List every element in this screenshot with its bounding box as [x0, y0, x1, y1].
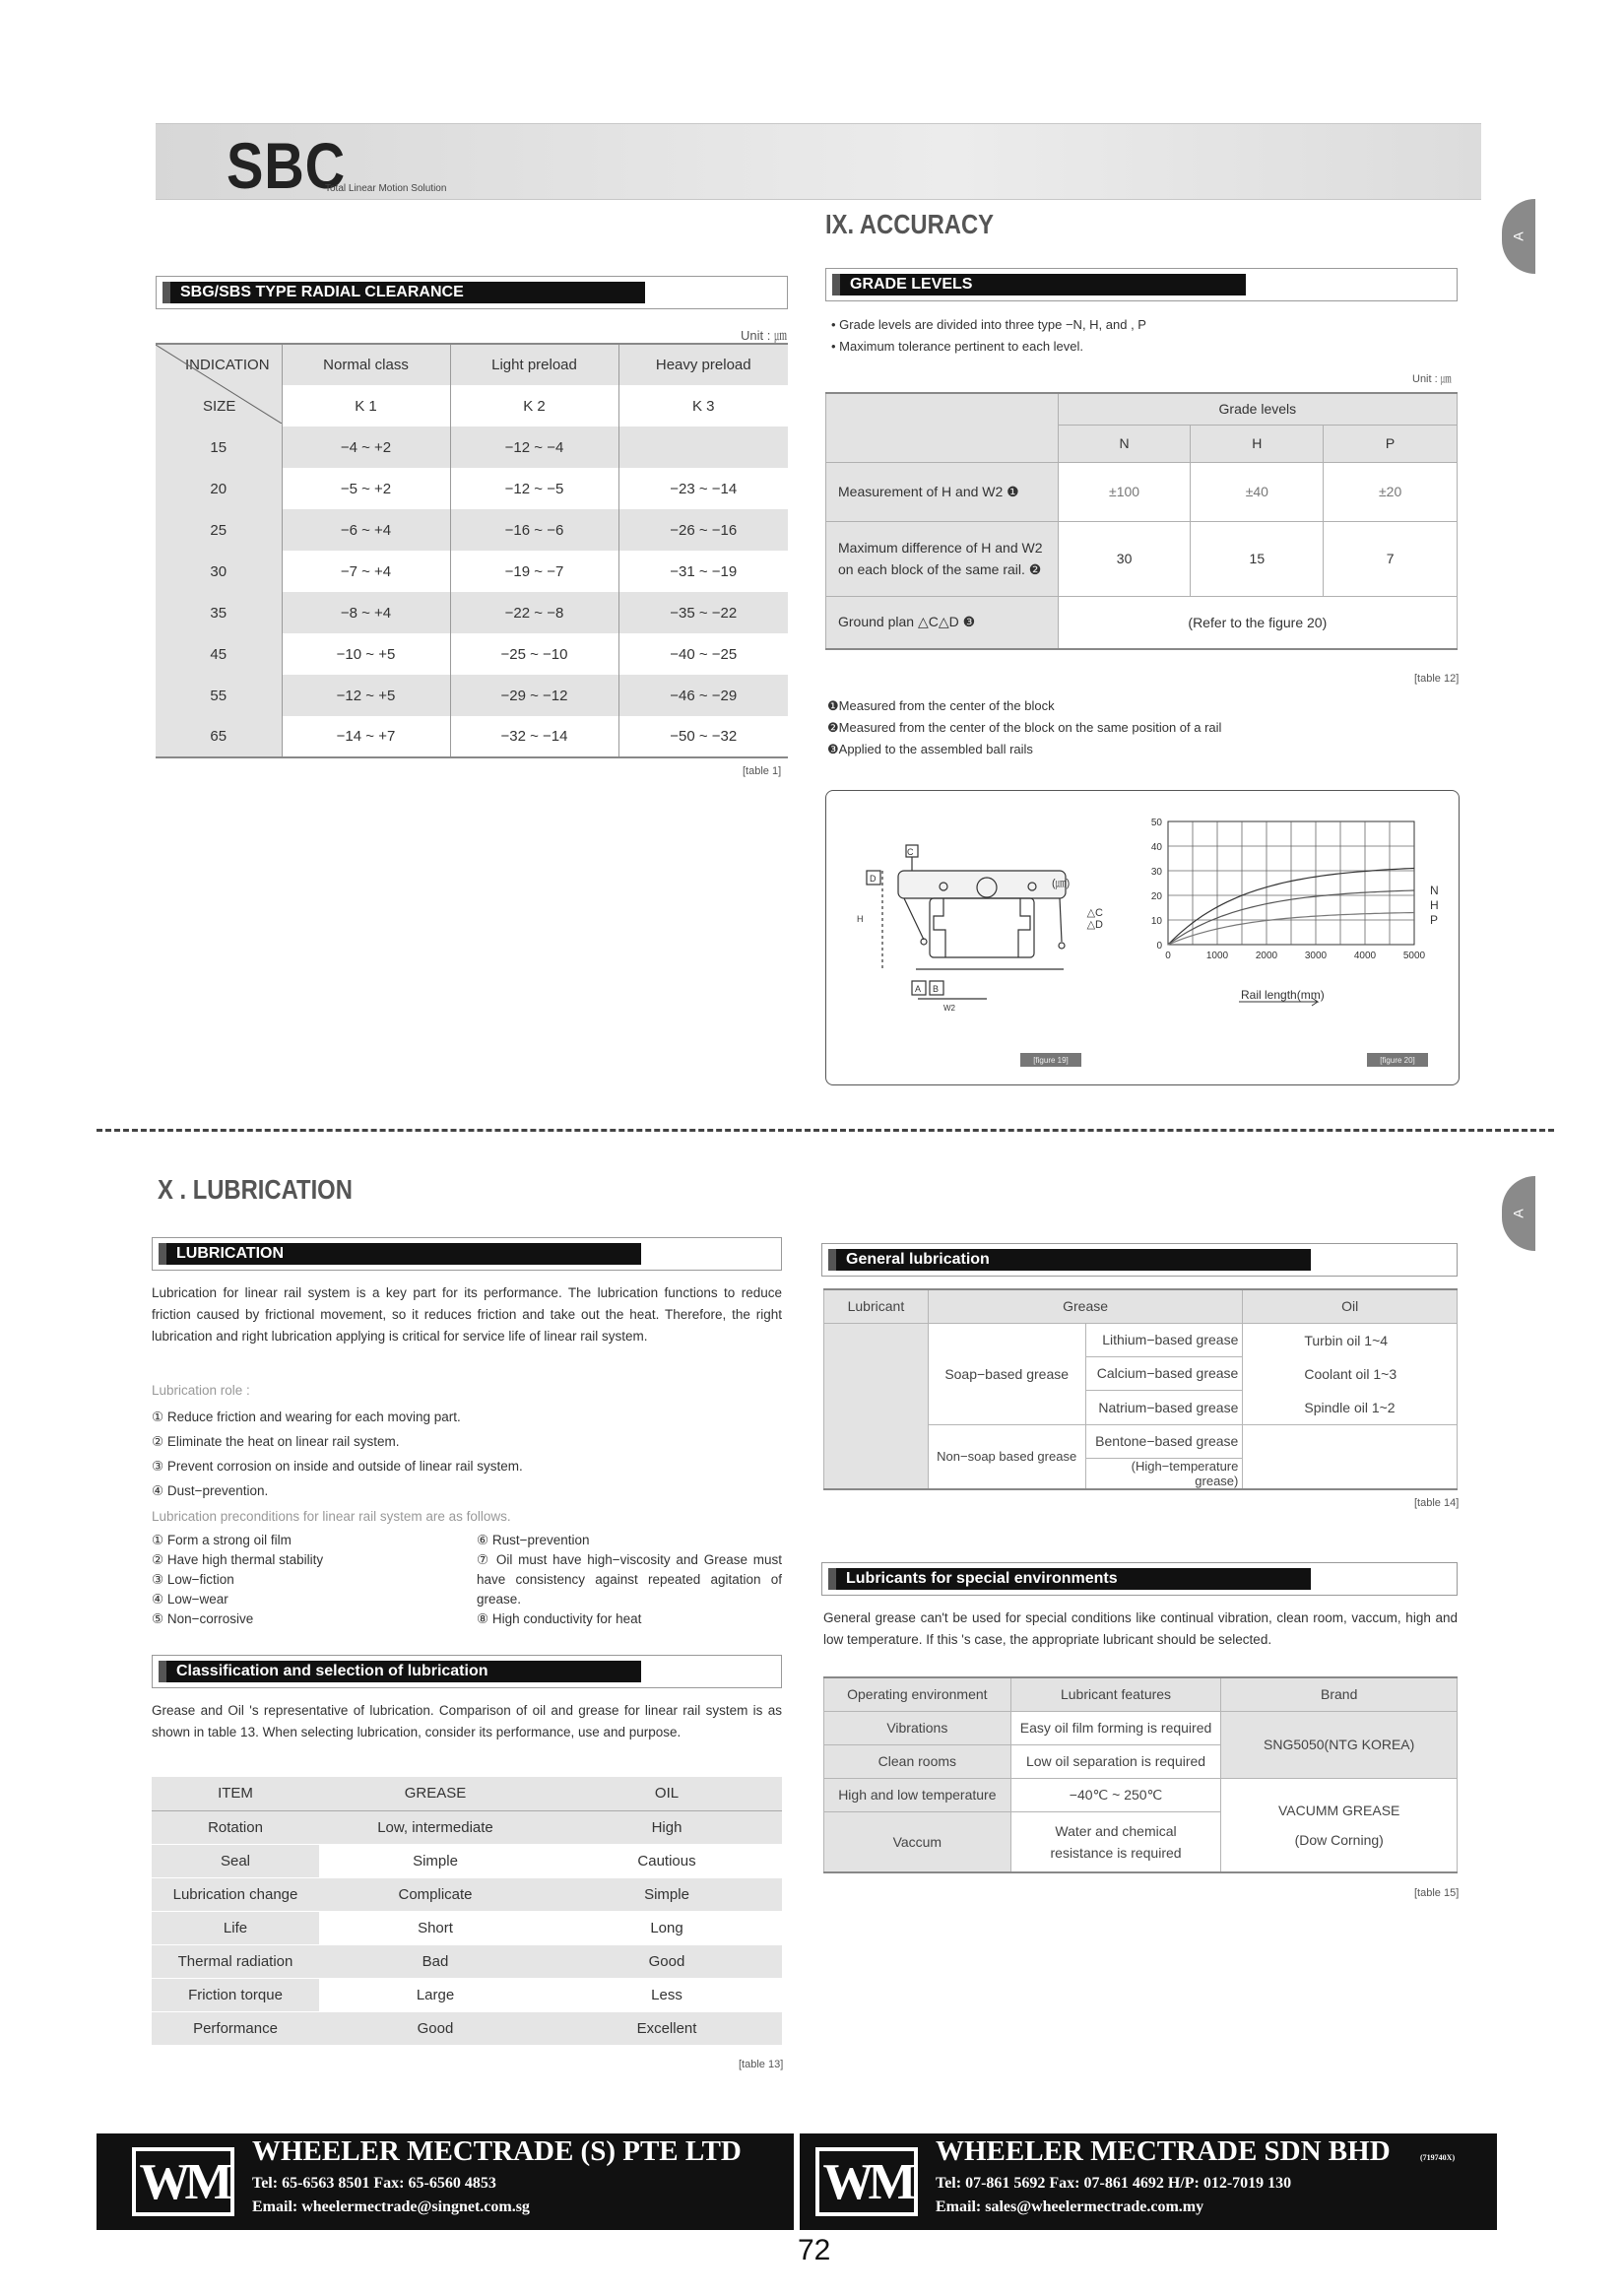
item-cell: Rotation: [152, 1810, 319, 1844]
oil-item: Turbin oil 1~4: [1304, 1332, 1389, 1348]
clearance-value: −12 ~ +5: [282, 675, 450, 716]
feature-cell: Low oil separation is required: [1010, 1744, 1221, 1778]
nonsoap-cell: Non−soap based grease: [928, 1424, 1085, 1489]
x-tick-label: 3000: [1304, 951, 1328, 961]
wm-logo-icon: WM: [132, 2147, 234, 2216]
grade-row-label: Measurement of H and W2 ❶: [826, 462, 1059, 521]
compare-cell: Simple: [552, 1877, 782, 1911]
pre-item: ① Form a strong oil film: [152, 1533, 292, 1547]
special-heading-bar: [821, 1562, 1458, 1596]
compare-cell: Good: [319, 2011, 552, 2045]
oil-item: Spindle oil 1~2: [1304, 1399, 1396, 1415]
clearance-value: −22 ~ −8: [450, 592, 618, 633]
size-value: 35: [156, 592, 282, 633]
special-heading: Lubricants for special environments: [828, 1568, 1311, 1590]
classification-heading: Classification and selection of lubrication: [159, 1661, 641, 1682]
table-row: [156, 675, 788, 716]
lubrication-paragraph: Lubrication for linear rail system is a key part for its performance. The lubrication functions to reduce friction caused by frictional movement, so it reduces friction and take out the heat. Therefore, the right lubrication and right lubrication applying is critical for service life of linear rail system.: [152, 1285, 782, 1344]
figure-drawing: [827, 792, 1458, 1083]
compare-cell: Long: [552, 1911, 782, 1944]
grade-corner-cell: [826, 393, 1059, 462]
grade-level: H: [1191, 425, 1324, 462]
table-row: [152, 1911, 782, 1944]
section-tab-a: A: [1502, 1176, 1535, 1251]
clearance-value: −40 ~ −25: [618, 633, 788, 675]
page-number: 72: [798, 2234, 831, 2266]
grade-unit: Unit : ㎛: [1412, 373, 1452, 385]
comparison-table: [152, 1777, 782, 2046]
size-cell: SIZE: [156, 385, 282, 426]
grade-row-label: Ground plan △C△D ❸: [826, 596, 1059, 649]
classification-heading-bar: [152, 1655, 782, 1688]
table-row: [152, 1978, 782, 2011]
compare-cell: Excellent: [552, 2011, 782, 2045]
table14-caption: [table 14]: [1414, 1497, 1460, 1509]
grade-value: ±100: [1058, 462, 1191, 521]
feature-cell: −40℃ ~ 250℃: [1010, 1778, 1221, 1811]
indication-cell: INDICATION: [156, 344, 282, 385]
table-row: [152, 1944, 782, 1978]
compare-cell: Bad: [319, 1944, 552, 1978]
clearance-value: −19 ~ −7: [450, 551, 618, 592]
clearance-value: −31 ~ −19: [618, 551, 788, 592]
column-header: Operating environment: [824, 1677, 1011, 1711]
label-c: C: [907, 847, 914, 857]
label-h: H: [857, 914, 864, 924]
lubrication-heading: LUBRICATION: [159, 1243, 641, 1265]
section-divider: [97, 1129, 1554, 1132]
footer-right: [800, 2133, 1497, 2230]
lubricant-cell: [824, 1323, 929, 1489]
grade-bullet: • Grade levels are divided into three type −N, H, and , P: [831, 317, 1146, 332]
clearance-value: −35 ~ −22: [618, 592, 788, 633]
special-paragraph: General grease can't be used for special conditions like continual vibration, clean room, vaccum, high and low temperature. If this 's case, the appropriate lubricant should be selected.: [823, 1610, 1458, 1647]
grade-heading: GRADE LEVELS: [832, 274, 1246, 295]
clearance-value: −7 ~ +4: [282, 551, 450, 592]
legend-p: P: [1430, 913, 1439, 927]
label-b: B: [933, 984, 940, 994]
oil-empty-cell: [1243, 1424, 1458, 1489]
clearance-value: −5 ~ +2: [282, 468, 450, 509]
company-tel: Tel: 65-6563 8501 Fax: 65-6560 4853: [252, 2175, 496, 2192]
column-header: Oil: [1243, 1289, 1458, 1323]
table-row: [156, 633, 788, 675]
environment-cell: Clean rooms: [824, 1744, 1011, 1778]
grease-item: Bentone−based grease: [1085, 1424, 1243, 1458]
pre-item: ③ Low−fiction: [152, 1572, 234, 1587]
table-row: [156, 716, 788, 757]
footer-left: [97, 2133, 794, 2230]
table1-caption: [table 1]: [743, 765, 782, 777]
x-tick-label: 0: [1165, 951, 1171, 961]
grade-heading-bar: [825, 268, 1458, 301]
figure19-caption: [figure 19]: [1020, 1053, 1081, 1067]
clearance-value: −26 ~ −16: [618, 509, 788, 551]
clearance-value: −4 ~ +2: [282, 426, 450, 468]
clearance-value: −29 ~ −12: [450, 675, 618, 716]
chart-dlabel: △C: [1086, 907, 1103, 919]
clearance-value: −6 ~ +4: [282, 509, 450, 551]
label-w2: W2: [943, 1004, 955, 1013]
clearance-value: −50 ~ −32: [618, 716, 788, 757]
company-name: WHEELER MECTRADE SDN BHD: [936, 2135, 1391, 2167]
classification-paragraph: Grease and Oil 's representative of lubrication. Comparison of oil and grease for linear rail system is as shown in table 13. When selecting lubrication, consider its performance, use and purpose.: [152, 1703, 782, 1739]
column-header: Lubricant features: [1010, 1677, 1221, 1711]
column-header: Lubricant: [824, 1289, 929, 1323]
grease-item: Natrium−based grease: [1085, 1391, 1243, 1424]
section-tab-a: A: [1502, 199, 1535, 274]
size-value: 45: [156, 633, 282, 675]
grease-item: Lithium−based grease: [1085, 1323, 1243, 1356]
item-cell: Life: [152, 1911, 319, 1944]
grade-note: ❸Applied to the assembled ball rails: [827, 742, 1033, 756]
column-header: OIL: [552, 1777, 782, 1810]
table-row: [152, 1877, 782, 1911]
size-value: 65: [156, 716, 282, 757]
accuracy-title: IX. ACCURACY: [825, 209, 995, 239]
pre-item: ⑧ High conductivity for heat: [477, 1611, 642, 1626]
grade-note: ❶Measured from the center of the block: [827, 698, 1055, 713]
role-item: ③ Prevent corrosion on inside and outside of linear rail system.: [152, 1459, 523, 1474]
grade-value: ±40: [1191, 462, 1324, 521]
grade-value: 30: [1058, 521, 1191, 596]
grade-level: N: [1058, 425, 1191, 462]
lubrication-title: X . LUBRICATION: [158, 1174, 353, 1205]
pre-item: ⑥ Rust−prevention: [477, 1533, 590, 1547]
column-header: Brand: [1221, 1677, 1458, 1711]
environment-cell: Vibrations: [824, 1711, 1011, 1744]
table13-caption: [table 13]: [739, 2059, 784, 2070]
company-email: Email: sales@wheelermectrade.com.my: [936, 2198, 1204, 2215]
clearance-value: −14 ~ +7: [282, 716, 450, 757]
y-tick-label: 20: [1150, 891, 1162, 902]
block-section-drawing: [867, 845, 1066, 999]
grade-value: 7: [1324, 521, 1458, 596]
column-header: Grease: [928, 1289, 1243, 1323]
clearance-heading: SBG/SBS TYPE RADIAL CLEARANCE: [162, 282, 645, 303]
environment-cell: High and low temperature: [824, 1778, 1011, 1811]
grade-row-label: Maximum difference of H and W2 on each block of the same rail. ❷: [826, 521, 1059, 596]
special-table: [823, 1676, 1458, 1873]
clearance-value: [618, 426, 788, 468]
column-header: Normal class: [282, 344, 450, 385]
sbc-logo: SBC: [227, 129, 347, 202]
legend-h: H: [1430, 898, 1439, 912]
diagonal-divider: [156, 345, 282, 424]
compare-cell: Less: [552, 1978, 782, 2011]
compare-cell: Complicate: [319, 1877, 552, 1911]
legend-n: N: [1430, 884, 1439, 897]
compare-cell: Large: [319, 1978, 552, 2011]
general-table: [823, 1288, 1458, 1490]
grade-table: [825, 392, 1458, 650]
company-email: Email: wheelermectrade@singnet.com.sg: [252, 2198, 530, 2215]
figure20-caption: [figure 20]: [1367, 1053, 1428, 1067]
company-name: WHEELER MECTRADE (S) PTE LTD: [252, 2135, 742, 2167]
chart-ylabel: (㎛): [1052, 878, 1071, 889]
table-row: [156, 551, 788, 592]
brand-line: VACUMM GREASE: [1277, 1802, 1400, 1818]
grease-item: Calcium−based grease: [1085, 1356, 1243, 1390]
chart-grid: [1168, 821, 1414, 945]
item-cell: Seal: [152, 1844, 319, 1877]
clearance-value: −12 ~ −5: [450, 468, 618, 509]
clearance-value: −32 ~ −14: [450, 716, 618, 757]
brand-cell: SNG5050(NTG KOREA): [1221, 1711, 1458, 1778]
lubrication-role-title: Lubrication role :: [152, 1383, 250, 1398]
table-row: [152, 1810, 782, 1844]
company-tel: Tel: 07-861 5692 Fax: 07-861 4692 H/P: 012-7019 130: [936, 2175, 1292, 2192]
table-row: [152, 2011, 782, 2045]
y-tick-label: 10: [1150, 916, 1162, 927]
clearance-heading-bar: [156, 276, 788, 309]
lubrication-pre-title: Lubrication preconditions for linear rail system are as follows.: [152, 1509, 511, 1524]
clearance-value: −12 ~ −4: [450, 426, 618, 468]
item-cell: Performance: [152, 2011, 319, 2045]
grade-note: ❷Measured from the center of the block on the same position of a rail: [827, 720, 1222, 735]
role-item: ② Eliminate the heat on linear rail system.: [152, 1434, 400, 1449]
compare-cell: Good: [552, 1944, 782, 1978]
clearance-value: −8 ~ +4: [282, 592, 450, 633]
y-tick-label: 30: [1150, 867, 1162, 878]
grade-value: ±20: [1324, 462, 1458, 521]
brand-cell: [1221, 1778, 1458, 1872]
column-header: GREASE: [319, 1777, 552, 1810]
x-tick-label: 1000: [1205, 951, 1229, 961]
grade-value: 15: [1191, 521, 1324, 596]
logo-tagline: Total Linear Motion Solution: [325, 183, 447, 194]
compare-cell: High: [552, 1810, 782, 1844]
table12-caption: [table 12]: [1414, 673, 1460, 685]
lubrication-heading-bar: [152, 1237, 782, 1271]
pre-right-list: [477, 1531, 782, 1629]
compare-cell: Cautious: [552, 1844, 782, 1877]
pre-item: ⑦ Oil must have high−viscosity and Grease must have consistency against repeated agitation of grease.: [477, 1552, 782, 1607]
code-cell: K 3: [618, 385, 788, 426]
pre-left-list: [152, 1531, 323, 1629]
compare-cell: Simple: [319, 1844, 552, 1877]
company-reg: (719740X): [1420, 2153, 1456, 2162]
table-row: [156, 468, 788, 509]
feature-cell: Water and chemical resistance is required: [1010, 1811, 1221, 1872]
table-row: [156, 509, 788, 551]
size-value: 20: [156, 468, 282, 509]
clearance-value: −46 ~ −29: [618, 675, 788, 716]
pre-item: ② Have high thermal stability: [152, 1552, 324, 1567]
column-header: Light preload: [450, 344, 618, 385]
clearance-value: −25 ~ −10: [450, 633, 618, 675]
general-heading-bar: [821, 1243, 1458, 1277]
item-cell: Friction torque: [152, 1978, 319, 2011]
oil-item: Coolant oil 1~3: [1304, 1365, 1397, 1382]
size-value: 15: [156, 426, 282, 468]
chart-xlabel: Rail length(mm): [1241, 988, 1325, 1002]
feature-cell: Easy oil film forming is required: [1010, 1711, 1221, 1744]
lubrication-roles: [152, 1405, 523, 1503]
role-item: ④ Dust−prevention.: [152, 1483, 269, 1498]
pre-item: ④ Low−wear: [152, 1592, 228, 1607]
x-tick-label: 5000: [1402, 951, 1426, 961]
label-d: D: [870, 874, 877, 884]
wm-logo-icon: WM: [815, 2147, 918, 2216]
grade-level: P: [1324, 425, 1458, 462]
pre-item: ⑤ Non−corrosive: [152, 1611, 254, 1626]
soap-cell: Soap−based grease: [928, 1323, 1085, 1424]
grease-item: (High−temperature grease): [1085, 1458, 1243, 1489]
y-tick-label: 50: [1150, 818, 1162, 828]
role-item: ① Reduce friction and wearing for each moving part.: [152, 1410, 461, 1424]
y-tick-label: 40: [1150, 842, 1162, 853]
table-row: [156, 592, 788, 633]
x-tick-label: 4000: [1353, 951, 1377, 961]
brand-line: (Dow Corning): [1294, 1831, 1384, 1848]
size-value: 55: [156, 675, 282, 716]
item-cell: Thermal radiation: [152, 1944, 319, 1978]
chart-dlabel: △D: [1086, 919, 1103, 931]
general-heading: General lubrication: [828, 1249, 1311, 1271]
code-cell: K 2: [450, 385, 618, 426]
grade-group-header: Grade levels: [1058, 393, 1457, 425]
y-tick-label: 0: [1156, 941, 1162, 951]
table-row: [156, 426, 788, 468]
column-header: Heavy preload: [618, 344, 788, 385]
grade-notes: [827, 695, 1221, 760]
environment-cell: Vaccum: [824, 1811, 1011, 1872]
size-value: 25: [156, 509, 282, 551]
clearance-value: −10 ~ +5: [282, 633, 450, 675]
size-value: 30: [156, 551, 282, 592]
label-a: A: [915, 984, 922, 994]
x-tick-label: 2000: [1255, 951, 1278, 961]
clearance-unit: Unit : ㎛: [741, 328, 787, 343]
clearance-value: −23 ~ −14: [618, 468, 788, 509]
compare-cell: Short: [319, 1911, 552, 1944]
code-cell: K 1: [282, 385, 450, 426]
table-row: [152, 1844, 782, 1877]
compare-cell: Low, intermediate: [319, 1810, 552, 1844]
table15-caption: [table 15]: [1414, 1887, 1460, 1899]
oil-cell: [1243, 1323, 1458, 1424]
grade-bullet: • Maximum tolerance pertinent to each level.: [831, 339, 1084, 354]
item-cell: Lubrication change: [152, 1877, 319, 1911]
clearance-value: −16 ~ −6: [450, 509, 618, 551]
column-header: ITEM: [152, 1777, 319, 1810]
grade-value: (Refer to the figure 20): [1058, 596, 1457, 649]
